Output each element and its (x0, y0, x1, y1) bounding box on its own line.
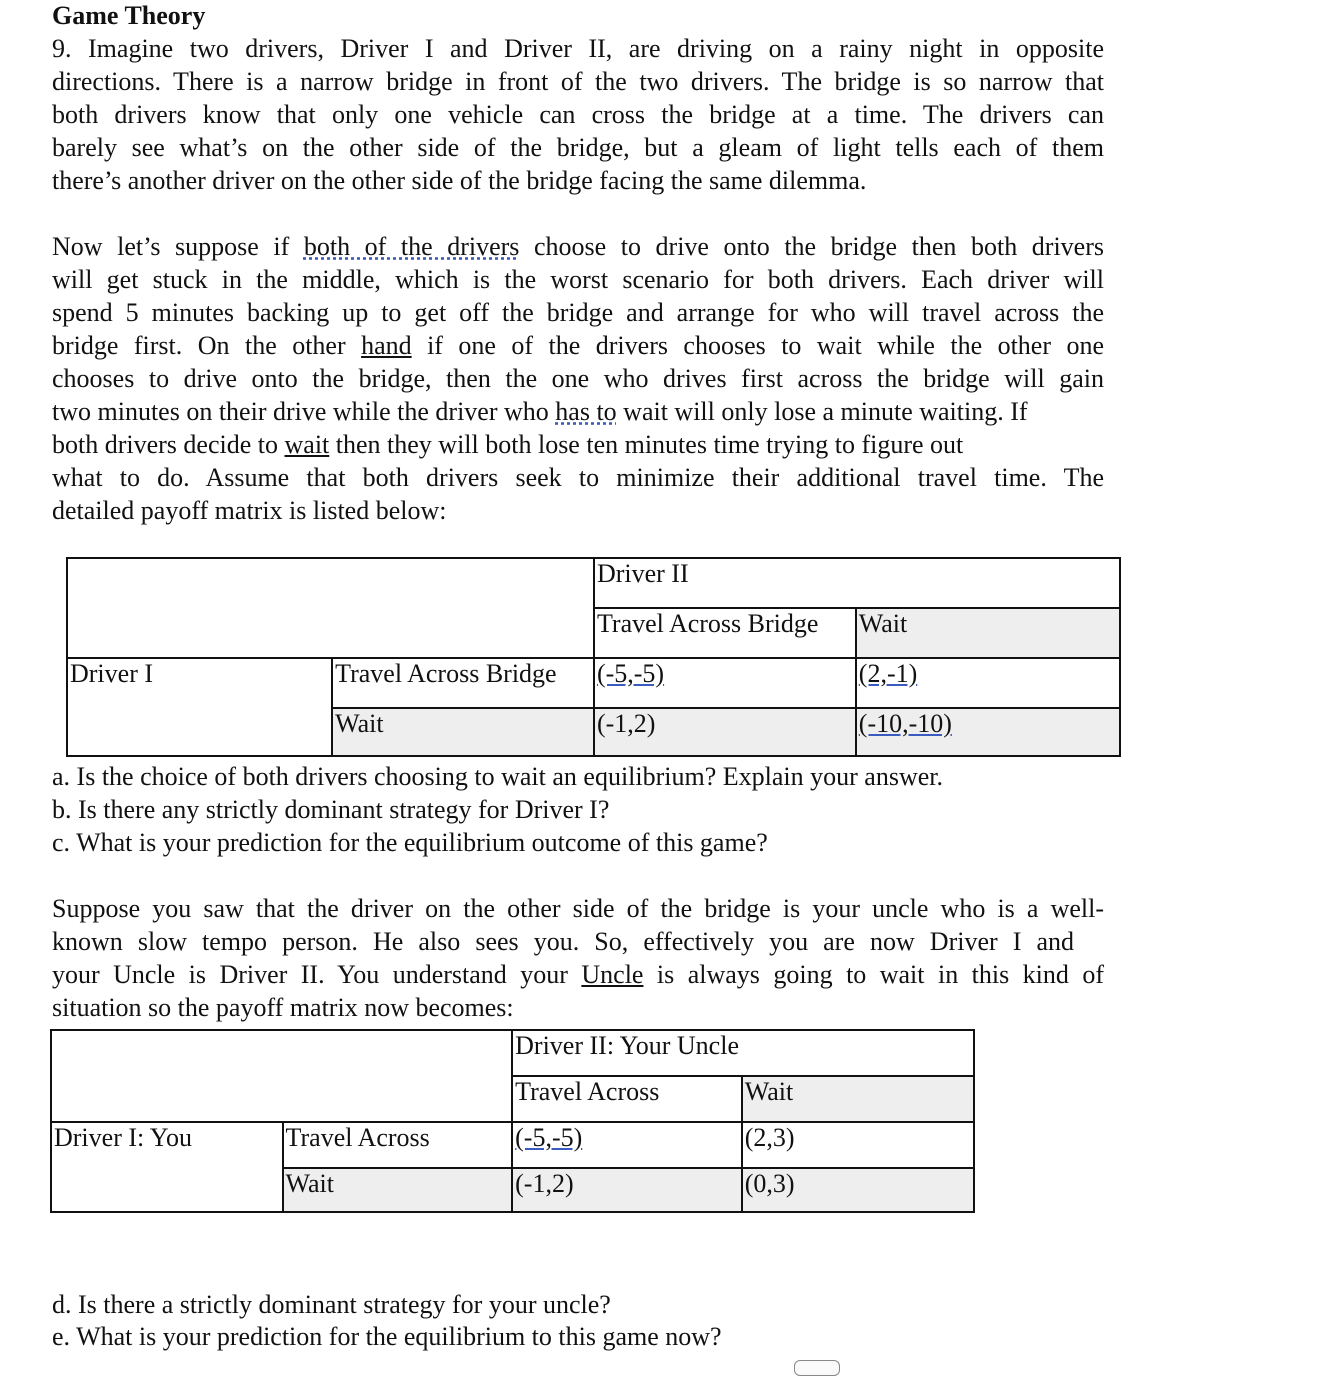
row-player-label: Driver I: You (51, 1122, 283, 1168)
row-player-label: Driver I (67, 658, 332, 708)
underlined-text: Uncle (581, 960, 644, 989)
column-strategy-travel: Travel Across Bridge (594, 608, 856, 658)
payoff-cell: (2,-1) (856, 658, 1120, 708)
page-title: Game Theory (52, 1, 206, 30)
scenario-line: two minutes on their drive while the driver who has to wait will only lose a minute waiting. If (52, 397, 1028, 426)
matrix-blank (51, 1168, 283, 1212)
scenario-line: will get stuck in the middle, which is the worst scenario for both drivers. Each driver will (52, 265, 1104, 294)
uncle-line: situation so the payoff matrix now becomes: (52, 993, 514, 1022)
payoff-matrix-1 (66, 557, 1121, 757)
intro-line: 9. Imagine two drivers, Driver I and Driver II, are driving on a rainy night in opposite (52, 34, 1104, 63)
question-d: d. Is there a strictly dominant strategy for your uncle? (52, 1290, 611, 1319)
matrix-blank (67, 708, 332, 756)
underlined-text: hand (361, 331, 412, 360)
matrix-corner (51, 1030, 512, 1122)
column-player-label: Driver II: Your Uncle (512, 1030, 974, 1076)
question-a: a. Is the choice of both drivers choosing to wait an equilibrium? Explain your answer. (52, 762, 943, 791)
column-strategy-wait: Wait (742, 1076, 974, 1122)
row-strategy-wait: Wait (332, 708, 594, 756)
intro-line: directions. There is a narrow bridge in front of the two drivers. The bridge is so narrow that (52, 67, 1104, 96)
underlined-text: both of the drivers (303, 232, 520, 261)
column-strategy-wait: Wait (856, 608, 1120, 658)
payoff-cell: (-1,2) (512, 1168, 742, 1212)
question-b: b. Is there any strictly dominant strategy for Driver I? (52, 795, 610, 824)
uncle-line: known slow tempo person. He also sees you. So, effectively you are now Driver I and (52, 927, 1074, 956)
row-strategy-travel: Travel Across Bridge (332, 658, 594, 708)
scenario-line: detailed payoff matrix is listed below: (52, 496, 447, 525)
intro-paragraph (52, 32, 1104, 197)
scenario-line: bridge first. On the other hand if one of the drivers chooses to wait while the other one (52, 331, 1104, 360)
row-strategy-travel: Travel Across (283, 1122, 513, 1168)
underlined-text: wait (284, 430, 330, 459)
question-e: e. What is your prediction for the equilibrium to this game now? (52, 1322, 722, 1351)
payoff-matrix-2 (50, 1029, 975, 1213)
scenario-line: what to do. Assume that both drivers seek to minimize their additional travel time. The (52, 463, 1104, 492)
scenario-paragraph (52, 230, 1104, 527)
column-strategy-travel: Travel Across (512, 1076, 742, 1122)
scenario-line: chooses to drive onto the bridge, then the one who drives first across the bridge will gain (52, 364, 1104, 393)
matrix-corner (67, 558, 594, 658)
partial-button[interactable] (794, 1360, 840, 1376)
intro-line: there’s another driver on the other side of the bridge facing the same dilemma. (52, 166, 867, 195)
row-strategy-wait: Wait (283, 1168, 513, 1212)
scenario-line: Now let’s suppose if both of the drivers choose to drive onto the bridge then both drivers (52, 232, 1104, 261)
column-player-label: Driver II (594, 558, 1120, 608)
uncle-line: Suppose you saw that the driver on the other side of the bridge is your uncle who is a well- (52, 894, 1104, 923)
payoff-cell: (0,3) (742, 1168, 974, 1212)
payoff-cell: (-5,-5) (594, 658, 856, 708)
underlined-text: has to (555, 397, 617, 426)
payoff-cell: (2,3) (742, 1122, 974, 1168)
scenario-line: both drivers decide to wait then they will both lose ten minutes time trying to figure out (52, 430, 964, 459)
payoff-cell: (-5,-5) (512, 1122, 742, 1168)
payoff-cell: (-10,-10) (856, 708, 1120, 756)
intro-line: both drivers know that only one vehicle can cross the bridge at a time. The drivers can (52, 100, 1104, 129)
intro-line: barely see what’s on the other side of the bridge, but a gleam of light tells each of them (52, 133, 1104, 162)
payoff-cell: (-1,2) (594, 708, 856, 756)
uncle-paragraph (52, 892, 1104, 1024)
uncle-line: your Uncle is Driver II. You understand your Uncle is always going to wait in this kind of (52, 960, 1105, 989)
scenario-line: spend 5 minutes backing up to get off the bridge and arrange for who will travel across the (52, 298, 1104, 327)
question-c: c. What is your prediction for the equilibrium outcome of this game? (52, 828, 768, 857)
